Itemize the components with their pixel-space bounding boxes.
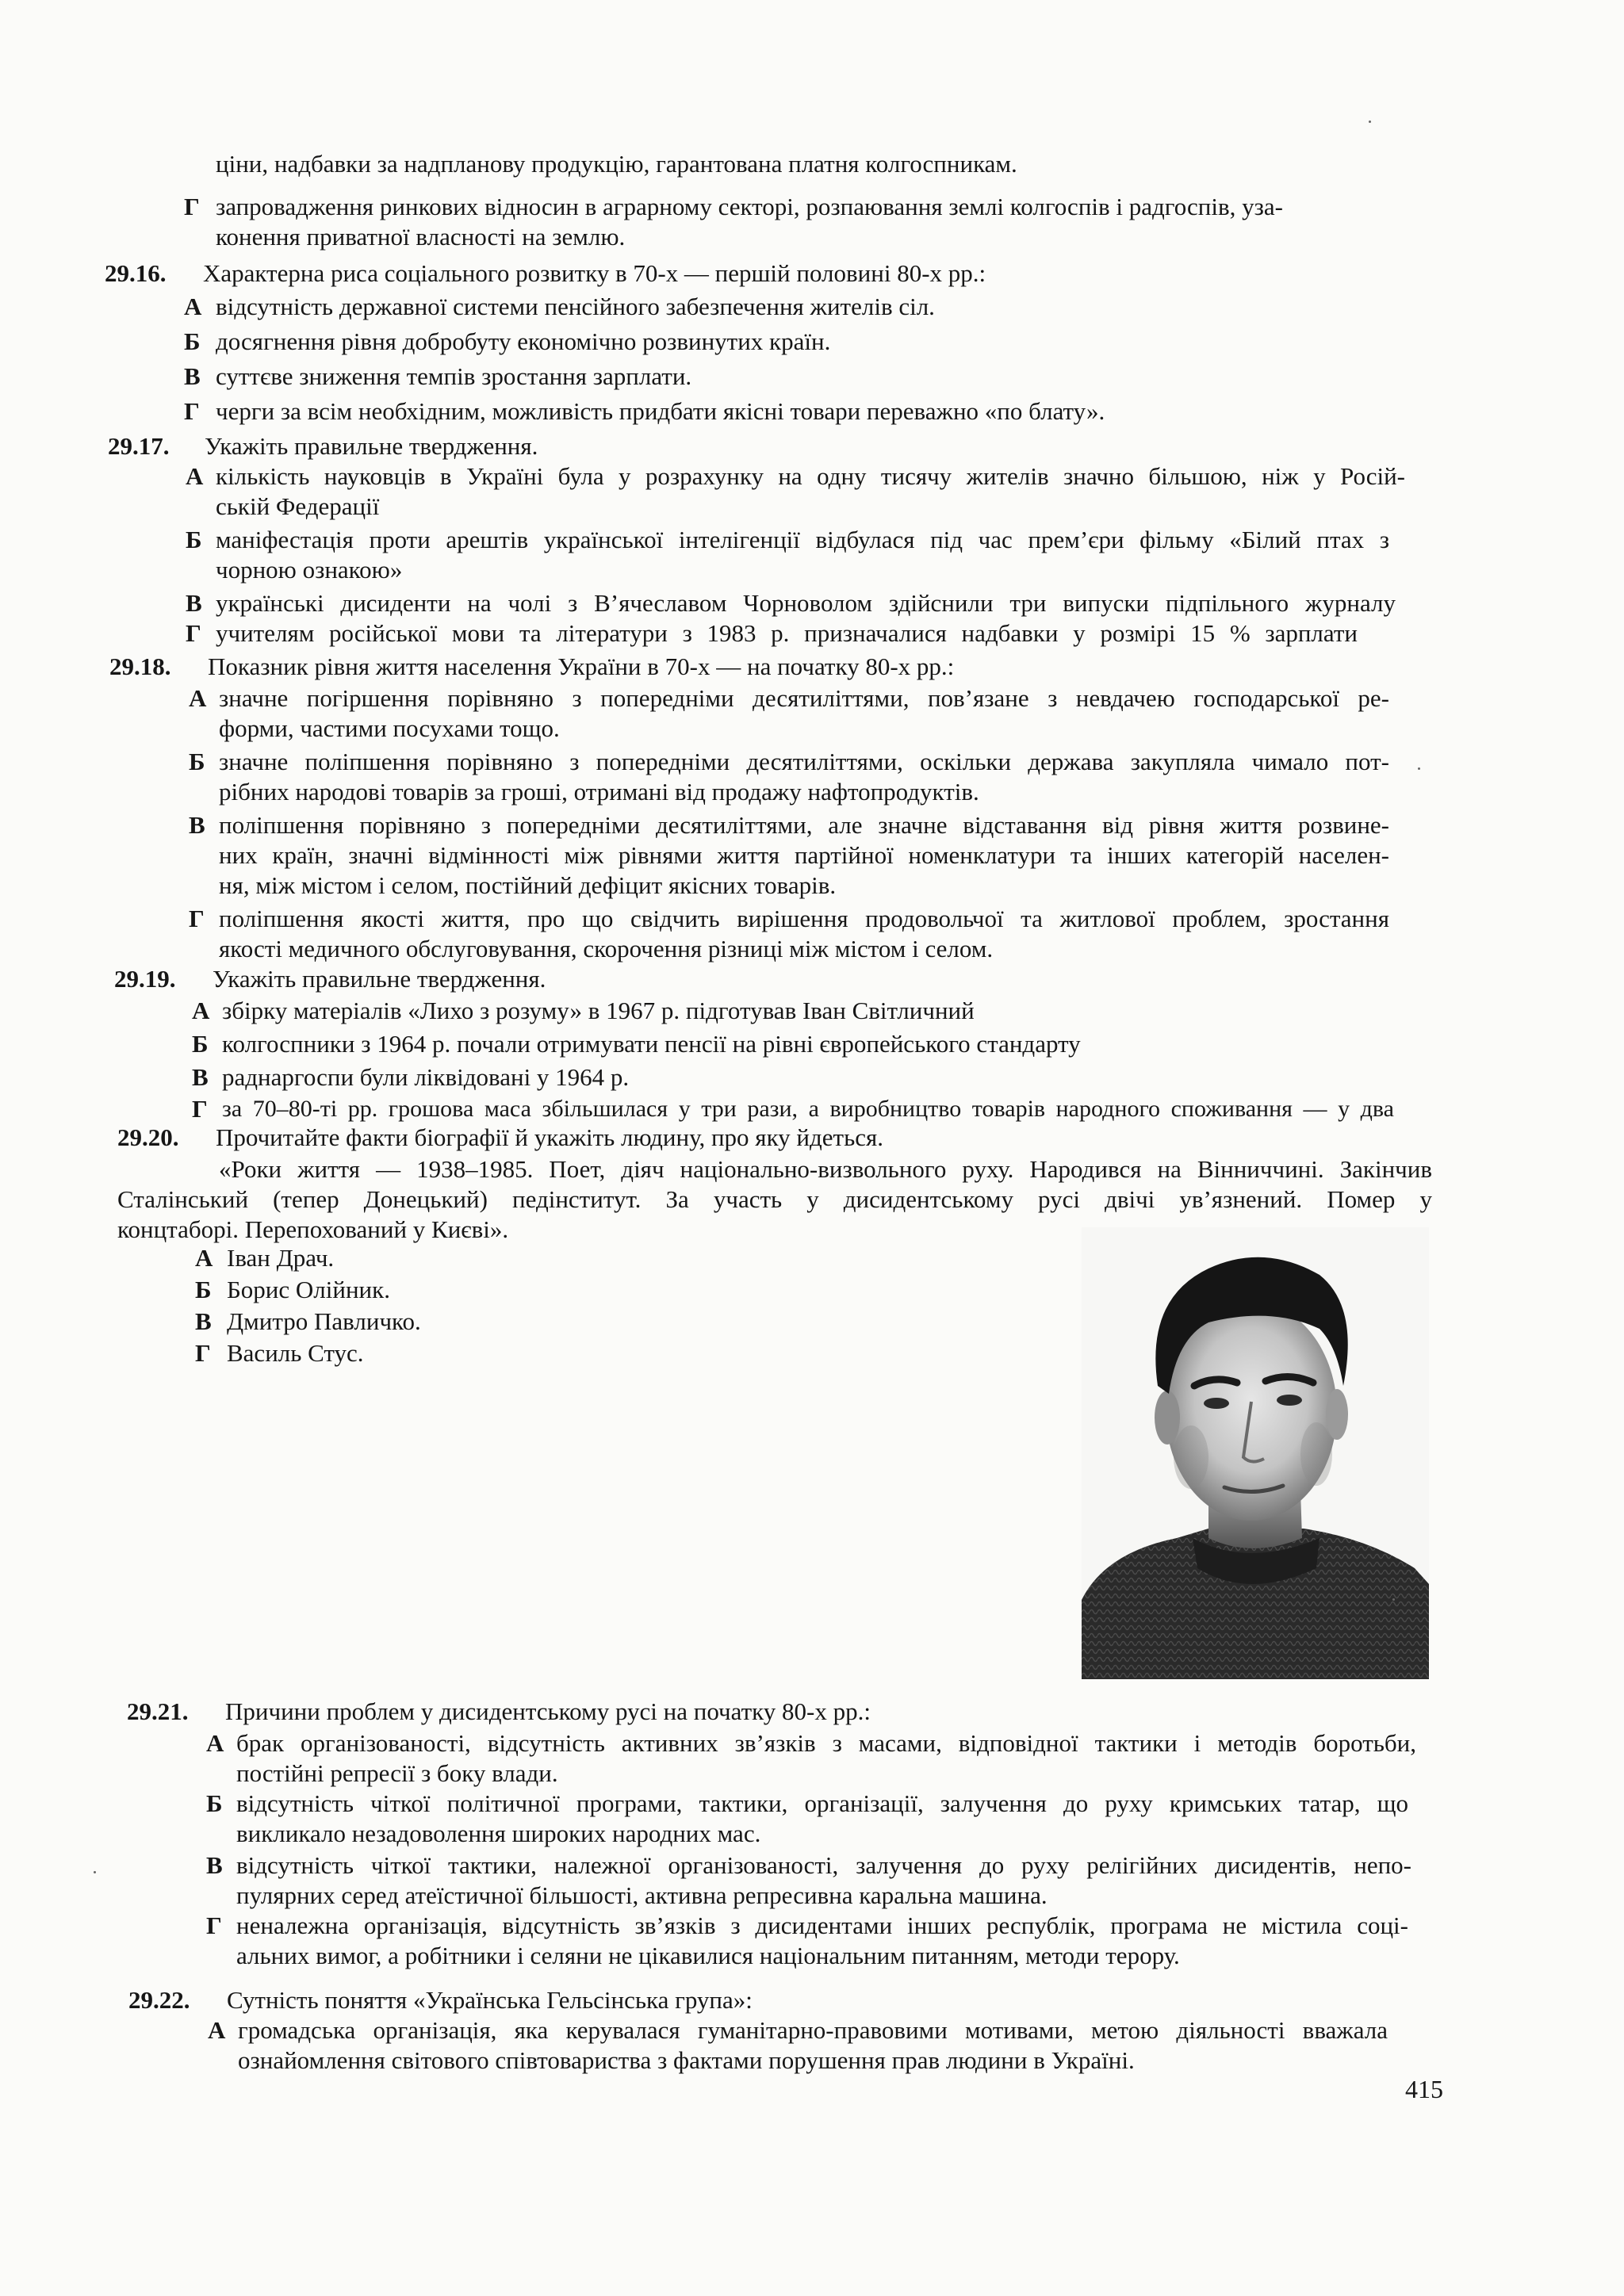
option-label: А (195, 1244, 213, 1272)
question-text: Укажіть правильне твердження. (205, 432, 538, 460)
portrait-photo (1082, 1227, 1429, 1679)
option-text: викликало незадоволення широких народних мас. (236, 1820, 761, 1847)
option-text: ознайомлення світового співтовариства з фактами порушення прав людини в Україні. (238, 2046, 1135, 2074)
question-text: Сутність поняття «Українська Гельсінська група»: (227, 1986, 753, 2014)
option-text: відсутність чіткої тактики, належної організованості, залучення до руху релігійних дисидентів, непо- (236, 1851, 1411, 1879)
option-text: ській Федерації (216, 492, 380, 520)
option-text: за 70–80-ті рр. грошова маса збільшилася у три рази, а виробництво товарів народного споживання — у два (222, 1096, 1394, 1122)
question-number: 29.17. (108, 432, 170, 460)
question-text: Характерна риса соціального розвитку в 70-х — першій половині 80-х рр.: (203, 259, 986, 287)
option-text: значне поліпшення порівняно з попередніми десятиліттями, оскільки держава закупляла чимало пот- (219, 748, 1389, 775)
option-text: колгоспники з 1964 р. почали отримувати пенсії на рівні європейського стандарту (222, 1030, 1081, 1058)
question-number: 29.19. (114, 965, 176, 993)
option-text: суттєве зниження темпів зростання зарплати. (216, 362, 692, 390)
option-text: відсутність державної системи пенсійного забезпечення жителів сіл. (216, 293, 935, 320)
option-b-continuation: ціни, надбавки за надпланову продукцію, гарантована платня колгоспникам. (216, 150, 1017, 178)
option-text: маніфестація проти арештів української інтелігенції відбулася під час прем’єри фільму «Білий птах з (216, 526, 1389, 553)
question-number: 29.18. (109, 652, 171, 680)
option-text: Дмитро Павличко. (227, 1307, 421, 1335)
option-text: ня, між містом і селом, постійний дефіцит якісних товарів. (219, 871, 837, 899)
page-number: 415 (1405, 2075, 1443, 2103)
option-text: чорною ознакою» (216, 556, 403, 584)
option-text: поліпшення якості життя, про що свідчить вирішення продовольчої та житлової проблем, зростання (219, 905, 1389, 932)
option-label: В (195, 1307, 212, 1335)
question-number: 29.22. (128, 1986, 190, 2014)
option-label: Г (206, 1911, 222, 1939)
option-text: рібних народові товарів за гроші, отримані від продажу нафтопродуктів. (219, 778, 979, 806)
question-text: Прочитайте факти біографії й укажіть людину, про яку йдеться. (216, 1123, 884, 1151)
option-text: форми, частими посухами тощо. (219, 714, 560, 742)
option-text: раднаргоспи були ліквідовані у 1964 р. (222, 1063, 630, 1091)
option-text: Іван Драч. (227, 1244, 335, 1272)
option-text: черги за всім необхідним, можливість придбати якісні товари переважно «по блату». (216, 397, 1105, 425)
option-text: громадська організація, яка керувалася гуманітарно-правовими мотивами, метою діяльності вважала (238, 2016, 1388, 2044)
option-label: В (206, 1851, 223, 1879)
option-text: конення приватної власності на землю. (216, 223, 626, 251)
option-label: Б (206, 1789, 223, 1817)
option-label: Г (184, 193, 200, 220)
option-text: якості медичного обслуговування, скорочення різниці між містом і селом. (219, 935, 994, 962)
option-label: Г (186, 619, 201, 647)
option-text: досягнення рівня добробуту економічно розвинутих країн. (216, 327, 831, 355)
option-text: значне погіршення порівняно з попередніми десятиліттями, пов’язане з невдачею господарської ре- (219, 684, 1389, 712)
question-text: Причини проблем у дисидентському русі на початку 80-х рр.: (225, 1697, 871, 1725)
question-text: Показник рівня життя населення України в 70-х — на початку 80-х рр.: (208, 652, 955, 680)
question-number: 29.21. (127, 1697, 189, 1725)
biography-text: Сталінський (тепер Донецький) педінститут. За участь у дисидентському русі двічі ув’язнений. Помер у (117, 1185, 1432, 1213)
scan-speck (1392, 1598, 1395, 1601)
option-text: неналежна організація, відсутність зв’язків з дисидентами інших республік, програма не містила соці- (236, 1911, 1408, 1939)
option-label: В (184, 362, 201, 390)
option-label: Б (195, 1276, 212, 1303)
option-label: Г (195, 1339, 211, 1367)
option-text: українські дисиденти на чолі з В’ячеславом Чорноволом здійснили три випуски підпільного журналу (216, 589, 1396, 617)
scan-speck (1369, 121, 1371, 123)
biography-text: «Роки життя — 1938–1985. Поет, діяч національно-визвольного руху. Народився на Вінниччині. Закінчив (219, 1155, 1432, 1183)
option-text: пулярних серед атеїстичної більшості, активна репресивна каральна машина. (236, 1881, 1048, 1909)
scan-speck (94, 1871, 96, 1873)
option-label: А (189, 684, 207, 712)
option-text: збірку матеріалів «Лихо з розуму» в 1967 р. підготував Іван Світличний (222, 997, 975, 1024)
option-label: А (192, 997, 210, 1024)
option-label: В (192, 1063, 209, 1091)
option-text: учителям російської мови та літератури з 1983 р. призначалися надбавки у розмірі 15 % зарплати (216, 619, 1358, 647)
option-text: Василь Стус. (227, 1339, 364, 1367)
option-label: Б (189, 748, 205, 775)
option-text: них країн, значні відмінності між рівнями життя партійної номенклатури та інших категорій населен- (219, 841, 1389, 869)
option-label: В (186, 589, 202, 617)
option-label: Г (189, 905, 205, 932)
option-label: Б (192, 1030, 209, 1058)
option-label: Б (184, 327, 201, 355)
option-label: Г (184, 397, 200, 425)
option-text: постійні репресії з боку влади. (236, 1759, 558, 1787)
option-label: Г (192, 1095, 208, 1123)
option-text: поліпшення порівняно з попередніми десятиліттями, але значне відставання від рівня життя розвине- (219, 811, 1389, 839)
option-text: запровадження ринкових відносин в аграрному секторі, розпаювання землі колгоспів і радгоспів, уза- (216, 193, 1283, 220)
option-label: А (206, 1729, 224, 1757)
option-text: брак організованості, відсутність активних зв’язків з масами, відповідної тактики і методів боротьби, (236, 1729, 1416, 1757)
question-number: 29.20. (117, 1123, 179, 1151)
option-text: Борис Олійник. (227, 1276, 390, 1303)
option-label: А (186, 462, 204, 490)
biography-text: концтаборі. Перепохований у Києві». (117, 1215, 509, 1243)
question-number: 29.16. (105, 259, 167, 287)
option-label: Б (186, 526, 202, 553)
option-text: альних вимог, а робітники і селяни не цікавилися національним питанням, методи терору. (236, 1942, 1180, 1969)
option-text: відсутність чіткої політичної програми, тактики, організації, залучення до руху кримських татар, що (236, 1789, 1408, 1817)
scan-speck (1418, 767, 1420, 770)
option-label: А (184, 293, 202, 320)
question-text: Укажіть правильне твердження. (213, 965, 546, 993)
option-label: В (189, 811, 205, 839)
option-label: А (208, 2016, 226, 2044)
option-text: кількість науковців в Україні була у розрахунку на одну тисячу жителів значно більшою, ніж у Росій- (216, 462, 1405, 490)
